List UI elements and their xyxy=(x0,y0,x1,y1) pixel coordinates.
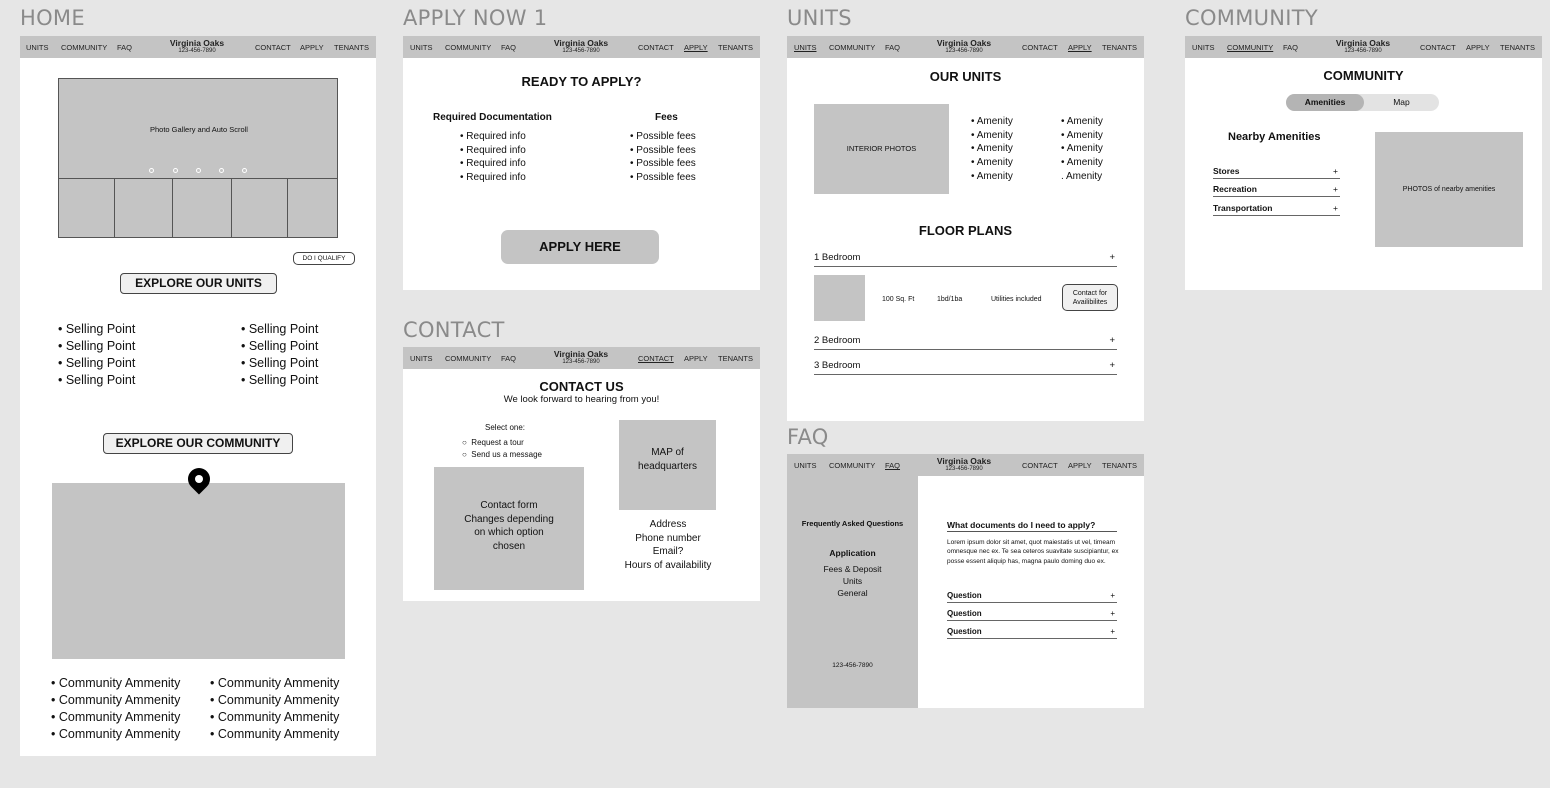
info-line: Hours of availability xyxy=(624,559,712,571)
gallery-dot[interactable] xyxy=(242,168,247,173)
unit-amenity: • Amenity xyxy=(1061,157,1103,169)
nav-units[interactable]: UNITS xyxy=(794,461,817,470)
unit-sqft: 100 Sq. Ft xyxy=(882,296,915,303)
plan-label: 2 Bedroom xyxy=(814,335,861,346)
nearby-amenities-title: Nearby Amenities xyxy=(1228,131,1321,143)
nav-faq[interactable]: FAQ xyxy=(501,354,517,363)
community-amenity: • Community Ammenity xyxy=(210,676,340,690)
category-label: Recreation xyxy=(1213,184,1257,194)
plus-icon[interactable]: + xyxy=(1110,609,1115,618)
plus-icon[interactable]: + xyxy=(1109,252,1115,263)
frame-title-units: UNITS xyxy=(787,6,852,30)
explore-community-button[interactable]: EXPLORE OUR COMMUNITY xyxy=(103,433,293,454)
community-amenity: • Community Ammenity xyxy=(51,676,181,690)
contact-board xyxy=(403,347,760,601)
floor-plan-thumbnail[interactable] xyxy=(814,275,865,321)
community-amenities-left xyxy=(51,675,180,743)
fee-item: • Possible fees xyxy=(630,131,696,142)
option-message-label: Send us a message xyxy=(471,450,543,459)
faq-category[interactable]: Units xyxy=(842,576,863,586)
fees-heading: Fees xyxy=(655,112,678,123)
unit-amenities-right xyxy=(1061,115,1103,184)
units-board xyxy=(787,36,1144,421)
doc-item: • Required info xyxy=(460,158,526,170)
apply-board xyxy=(403,36,760,290)
community-amenity: • Community Ammenity xyxy=(51,727,181,741)
fee-item: • Possible fees xyxy=(630,172,696,184)
unit-amenity: • Amenity xyxy=(971,143,1013,155)
plus-icon[interactable]: + xyxy=(1333,203,1338,213)
plan-2-bedroom-row[interactable] xyxy=(814,335,1117,350)
faq-sidebar xyxy=(787,476,918,708)
interior-photos[interactable]: INTERIOR PHOTOS xyxy=(814,104,949,194)
option-tour[interactable] xyxy=(462,438,524,447)
category-label: Stores xyxy=(1213,166,1240,176)
thumbnail-divider xyxy=(114,178,115,238)
view-toggle xyxy=(1286,94,1439,111)
unit-amenity: . Amenity xyxy=(1061,170,1103,182)
apply-here-button[interactable]: APPLY HERE xyxy=(501,230,659,264)
nav-contact[interactable]: CONTACT xyxy=(638,43,674,52)
contact-subtitle: We look forward to hearing from you! xyxy=(503,394,660,405)
unit-amenity: • Amenity xyxy=(971,170,1013,182)
nav-brand[interactable]: Virginia Oaks 123-456-7890 xyxy=(1335,38,1391,54)
faq-category[interactable]: Fees & Deposit xyxy=(823,564,882,574)
doc-item: • Required info xyxy=(460,131,526,142)
community-amenity: • Community Ammenity xyxy=(51,710,181,724)
form-box-line: Contact form xyxy=(480,500,538,511)
question-label: Question xyxy=(947,627,982,636)
fees-list xyxy=(630,130,696,185)
nav-apply[interactable]: APPLY xyxy=(300,43,324,52)
apply-title: READY TO APPLY? xyxy=(521,74,642,89)
radio-icon[interactable]: ○ xyxy=(462,438,467,447)
nav-community[interactable]: COMMUNITY xyxy=(829,43,876,52)
community-amenity: • Community Ammenity xyxy=(210,693,340,707)
contact-info xyxy=(607,518,729,572)
nav-community-active[interactable]: COMMUNITY xyxy=(1227,43,1274,52)
nav-brand[interactable]: Virginia Oaks 123-456-7890 xyxy=(169,38,225,54)
unit-bdba: 1bd/1ba xyxy=(937,296,963,303)
nav-bar xyxy=(20,36,376,58)
frame-title-contact: CONTACT xyxy=(403,318,505,342)
faq-board xyxy=(787,454,1144,708)
form-box-line: Changes depending xyxy=(464,513,554,525)
nav-community[interactable]: COMMUNITY xyxy=(61,43,108,52)
nav-tenants[interactable]: TENANTS xyxy=(1102,461,1138,470)
info-line: Phone number xyxy=(635,532,701,544)
plus-icon[interactable]: + xyxy=(1333,184,1338,194)
option-message[interactable] xyxy=(462,450,542,459)
question-label: Question xyxy=(947,609,982,618)
nav-tenants[interactable]: TENANTS xyxy=(718,43,754,52)
docs-heading: Required Documentation xyxy=(433,112,552,123)
gallery-dot[interactable] xyxy=(219,168,224,173)
gallery-dot[interactable] xyxy=(173,168,178,173)
fee-item: • Possible fees xyxy=(630,158,696,170)
category-label: Transportation xyxy=(1213,203,1273,213)
nav-contact[interactable]: CONTACT xyxy=(1022,461,1058,470)
category-recreation-row[interactable] xyxy=(1213,184,1340,197)
docs-list xyxy=(460,130,526,185)
photo-gallery[interactable] xyxy=(58,78,338,238)
question-label: Question xyxy=(947,591,982,600)
category-transportation-row[interactable] xyxy=(1213,203,1340,216)
plus-icon[interactable]: + xyxy=(1109,360,1115,371)
nav-bar xyxy=(1185,36,1542,58)
toggle-amenities[interactable]: Amenities xyxy=(1286,94,1364,111)
contact-availability-button[interactable] xyxy=(1062,284,1118,311)
faq-category[interactable]: General xyxy=(837,588,868,598)
nav-community[interactable]: COMMUNITY xyxy=(445,354,492,363)
nav-bar xyxy=(787,36,1144,58)
nav-bar xyxy=(403,36,760,58)
faq-answer: Lorem ipsum dolor sit amet, quot maiestatis ut vel, timeam omnesque nec ex. Te sea ceteros suavitate suscipiantur, ex posse essent aliquip has, magna paulo doming duo ex. xyxy=(947,539,1119,565)
map-box-line: headquarters xyxy=(638,460,697,472)
unit-amenity: • Amenity xyxy=(1061,143,1103,155)
selling-points-right xyxy=(241,321,318,389)
option-tour-label: Request a tour xyxy=(471,438,524,447)
info-line: Address xyxy=(649,519,687,530)
plan-3-bedroom-row[interactable] xyxy=(814,360,1117,375)
toggle-map[interactable]: Map xyxy=(1393,97,1410,107)
plan-label: 1 Bedroom xyxy=(814,252,861,263)
nav-faq[interactable]: FAQ xyxy=(501,43,517,52)
unit-amenity: • Amenity xyxy=(1061,116,1103,127)
faq-question-row[interactable] xyxy=(947,591,1117,603)
nav-brand[interactable]: Virginia Oaks 123-456-7890 xyxy=(553,38,609,54)
unit-amenity: • Amenity xyxy=(971,129,1013,141)
nav-contact[interactable]: CONTACT xyxy=(1420,43,1456,52)
nav-units[interactable]: UNITS xyxy=(410,43,433,52)
nav-bar xyxy=(787,454,1144,476)
unit-amenity: • Amenity xyxy=(971,157,1013,169)
nav-tenants[interactable]: TENANTS xyxy=(1500,43,1536,52)
selling-point: • Selling Point xyxy=(241,339,319,353)
category-stores-row[interactable] xyxy=(1213,166,1340,179)
community-title: COMMUNITY xyxy=(1323,68,1404,83)
selling-point: • Selling Point xyxy=(58,356,136,370)
frame-title-apply: APPLY NOW 1 xyxy=(403,6,548,30)
unit-amenity: • Amenity xyxy=(971,116,1013,127)
faq-category-application[interactable]: Application xyxy=(829,548,876,558)
gallery-dot[interactable] xyxy=(149,168,154,173)
selling-point: • Selling Point xyxy=(241,356,319,370)
thumbnail-divider xyxy=(231,178,232,238)
frame-title-community: COMMUNITY xyxy=(1185,6,1319,30)
nav-contact[interactable]: CONTACT xyxy=(255,43,291,52)
plus-icon[interactable]: + xyxy=(1110,591,1115,600)
nav-apply[interactable]: APPLY xyxy=(1466,43,1490,52)
nav-community[interactable]: COMMUNITY xyxy=(445,43,492,52)
nav-brand[interactable]: Virginia Oaks 123-456-7890 xyxy=(936,38,992,54)
thumbnail-divider xyxy=(172,178,173,238)
nav-units[interactable]: UNITS xyxy=(1192,43,1215,52)
unit-amenities-left xyxy=(971,115,1013,184)
nav-units[interactable]: UNITS xyxy=(410,354,433,363)
nearby-amenities-photos[interactable]: PHOTOS of nearby amenities xyxy=(1375,132,1523,247)
nav-faq[interactable]: FAQ xyxy=(117,43,133,52)
nav-bar xyxy=(403,347,760,369)
units-title: OUR UNITS xyxy=(929,69,1002,84)
nav-contact[interactable]: CONTACT xyxy=(1022,43,1058,52)
explore-units-button[interactable]: EXPLORE OUR UNITS xyxy=(120,273,277,294)
gallery-dot[interactable] xyxy=(196,168,201,173)
contact-form-box[interactable] xyxy=(434,467,584,590)
gallery-label: Photo Gallery and Auto Scroll xyxy=(150,125,248,134)
selling-point: • Selling Point xyxy=(58,339,136,353)
plus-icon[interactable]: + xyxy=(1110,627,1115,636)
nav-brand[interactable]: Virginia Oaks 123-456-7890 xyxy=(936,456,992,472)
nav-tenants[interactable]: TENANTS xyxy=(334,43,370,52)
selling-point: • Selling Point xyxy=(241,373,319,387)
faq-question-row[interactable] xyxy=(947,609,1117,621)
fee-item: • Possible fees xyxy=(630,144,696,156)
button-line: Contact for xyxy=(1072,290,1108,297)
doc-item: • Required info xyxy=(460,172,526,184)
nav-tenants[interactable]: TENANTS xyxy=(718,354,754,363)
home-board xyxy=(20,36,376,756)
community-amenity: • Community Ammenity xyxy=(210,710,340,724)
nav-units[interactable]: UNITS xyxy=(26,43,49,52)
faq-categories xyxy=(787,563,918,599)
selling-point: • Selling Point xyxy=(58,373,136,387)
nav-faq[interactable]: FAQ xyxy=(1283,43,1299,52)
faq-sidebar-title: Frequently Asked Questions xyxy=(801,519,904,528)
frame-title-faq: FAQ xyxy=(787,425,829,449)
nav-brand[interactable]: Virginia Oaks 123-456-7890 xyxy=(553,349,609,365)
frame-title-home: HOME xyxy=(20,6,85,30)
doc-item: • Required info xyxy=(460,144,526,156)
nav-units-active[interactable]: UNITS xyxy=(794,43,817,52)
nav-faq[interactable]: FAQ xyxy=(885,43,901,52)
plus-icon[interactable]: + xyxy=(1109,335,1115,346)
nav-apply[interactable]: APPLY xyxy=(684,354,708,363)
select-label: Select one: xyxy=(485,423,526,432)
nav-community[interactable]: COMMUNITY xyxy=(829,461,876,470)
button-line: Availibilites xyxy=(1072,299,1108,306)
selling-point: • Selling Point xyxy=(58,322,136,336)
faq-question-title: What documents do I need to apply? xyxy=(947,520,1117,532)
unit-utilities: Utilities included xyxy=(991,296,1042,303)
nav-apply[interactable]: APPLY xyxy=(1068,43,1092,52)
nav-apply[interactable]: APPLY xyxy=(1068,461,1092,470)
radio-icon[interactable]: ○ xyxy=(462,450,467,459)
map-box-line: MAP of xyxy=(651,447,684,458)
nav-tenants[interactable]: TENANTS xyxy=(1102,43,1138,52)
plan-1-bedroom-row[interactable] xyxy=(814,252,1117,267)
nav-faq-active[interactable]: FAQ xyxy=(885,461,901,470)
contact-title: CONTACT US xyxy=(539,379,624,394)
info-line: Email? xyxy=(652,546,684,558)
nav-apply-active[interactable]: APPLY xyxy=(684,43,708,52)
thumbnail-divider xyxy=(287,178,288,238)
selling-points-left xyxy=(58,321,135,389)
selling-point: • Selling Point xyxy=(241,322,319,336)
community-map[interactable] xyxy=(52,483,345,659)
community-amenity: • Community Ammenity xyxy=(51,693,181,707)
community-amenities-right xyxy=(210,675,339,743)
do-i-qualify-button[interactable]: DO I QUALIFY xyxy=(293,252,355,265)
faq-question-row[interactable] xyxy=(947,627,1117,639)
faq-phone: 123-456-7890 xyxy=(832,662,873,669)
nav-contact-active[interactable]: CONTACT xyxy=(638,354,674,363)
form-box-line: on which option xyxy=(474,527,544,539)
community-board xyxy=(1185,36,1542,290)
plan-label: 3 Bedroom xyxy=(814,360,861,371)
community-amenity: • Community Ammenity xyxy=(210,727,340,741)
floor-plans-title: FLOOR PLANS xyxy=(918,223,1013,238)
plus-icon[interactable]: + xyxy=(1333,166,1338,176)
unit-amenity: • Amenity xyxy=(1061,129,1103,141)
headquarters-map[interactable] xyxy=(619,420,716,510)
form-box-line: chosen xyxy=(492,540,526,552)
